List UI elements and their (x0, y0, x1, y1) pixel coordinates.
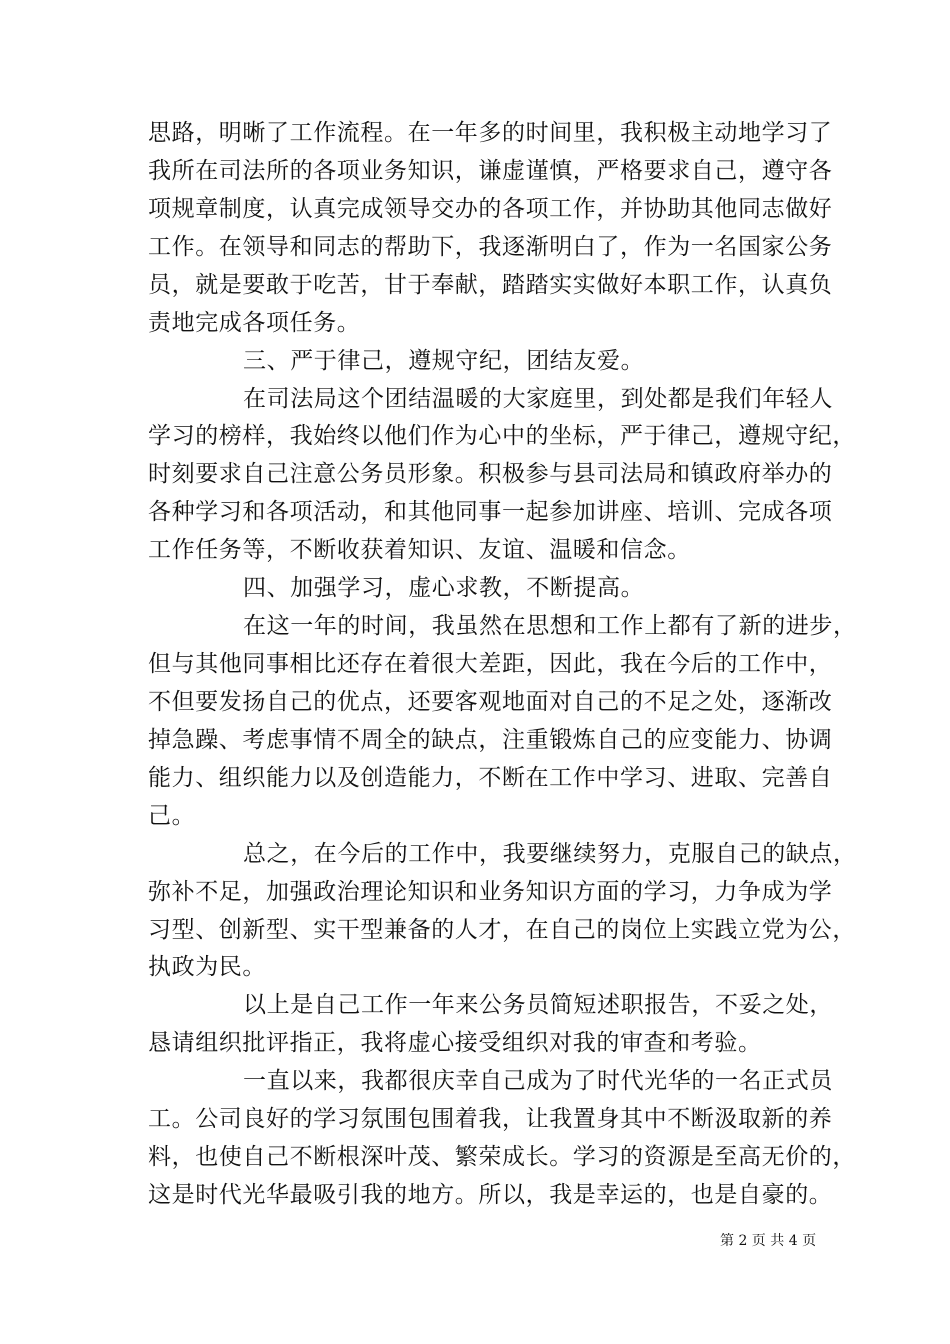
paragraph-line: 工作任务等，不断收获着知识、友谊、温暖和信念。 (148, 537, 691, 563)
section-heading: 四、加强学习，虚心求教，不断提高。 (243, 575, 645, 601)
paragraph-line: 在司法局这个团结温暖的大家庭里，到处都是我们年轻人 (243, 386, 833, 412)
paragraph-line: 员，就是要敢于吃苦，甘于奉献，踏踏实实做好本职工作，认真负 (148, 272, 833, 298)
paragraph-line: 习型、创新型、实干型兼备的人才，在自己的岗位上实践立党为公， (148, 917, 856, 943)
paragraph-line: 这是时代光华最吸引我的地方。所以，我是幸运的，也是自豪的。 (148, 1182, 833, 1208)
paragraph-line: 不但要发扬自己的优点，还要客观地面对自己的不足之处，逐渐改 (148, 689, 833, 715)
page-footer: 第 2 页 共 4 页 (720, 1233, 817, 1249)
paragraph-line: 工作。在领导和同志的帮助下，我逐渐明白了，作为一名国家公务 (148, 234, 833, 260)
paragraph-line: 但与其他同事相比还存在着很大差距，因此，我在今后的工作中， (148, 651, 833, 677)
paragraph-line: 各种学习和各项活动，和其他同事一起参加讲座、培训、完成各项 (148, 499, 833, 525)
paragraph-line: 思路，明晰了工作流程。在一年多的时间里，我积极主动地学习了 (148, 120, 833, 146)
paragraph-line: 弥补不足，加强政治理论知识和业务知识方面的学习，力争成为学 (148, 879, 833, 905)
paragraph-line: 项规章制度，认真完成领导交办的各项工作，并协助其他同志做好 (148, 196, 833, 222)
paragraph-line: 在这一年的时间，我虽然在思想和工作上都有了新的进步， (243, 613, 857, 639)
paragraph-line: 工。公司良好的学习氛围包围着我，让我置身其中不断汲取新的养 (148, 1106, 833, 1132)
paragraph-line: 己。 (148, 803, 196, 829)
paragraph-line: 一直以来，我都很庆幸自己成为了时代光华的一名正式员 (243, 1068, 833, 1094)
paragraph-line: 掉急躁、考虑事情不周全的缺点，注重锻炼自己的应变能力、协调 (148, 727, 833, 753)
paragraph-line: 料，也使自己不断根深叶茂、繁荣成长。学习的资源是至高无价的， (148, 1144, 856, 1170)
section-heading: 三、严于律己，遵规守纪，团结友爱。 (243, 348, 645, 374)
paragraph-line: 我所在司法所的各项业务知识，谦虚谨慎，严格要求自己，遵守各 (148, 158, 833, 184)
paragraph-line: 能力、组织能力以及创造能力，不断在工作中学习、进取、完善自 (148, 765, 833, 791)
paragraph-line: 时刻要求自己注意公务员形象。积极参与县司法局和镇政府举办的 (148, 461, 833, 487)
paragraph-line: 以上是自己工作一年来公务员简短述职报告，不妥之处， (243, 992, 833, 1018)
paragraph-line: 责地完成各项任务。 (148, 310, 361, 336)
paragraph-line: 执政为民。 (148, 954, 266, 980)
paragraph-line: 恳请组织批评指正，我将虚心接受组织对我的审查和考验。 (148, 1030, 762, 1056)
paragraph-line: 总之，在今后的工作中，我要继续努力，克服自己的缺点， (243, 841, 857, 867)
paragraph-line: 学习的榜样，我始终以他们作为心中的坐标，严于律己，遵规守纪， (148, 423, 856, 449)
